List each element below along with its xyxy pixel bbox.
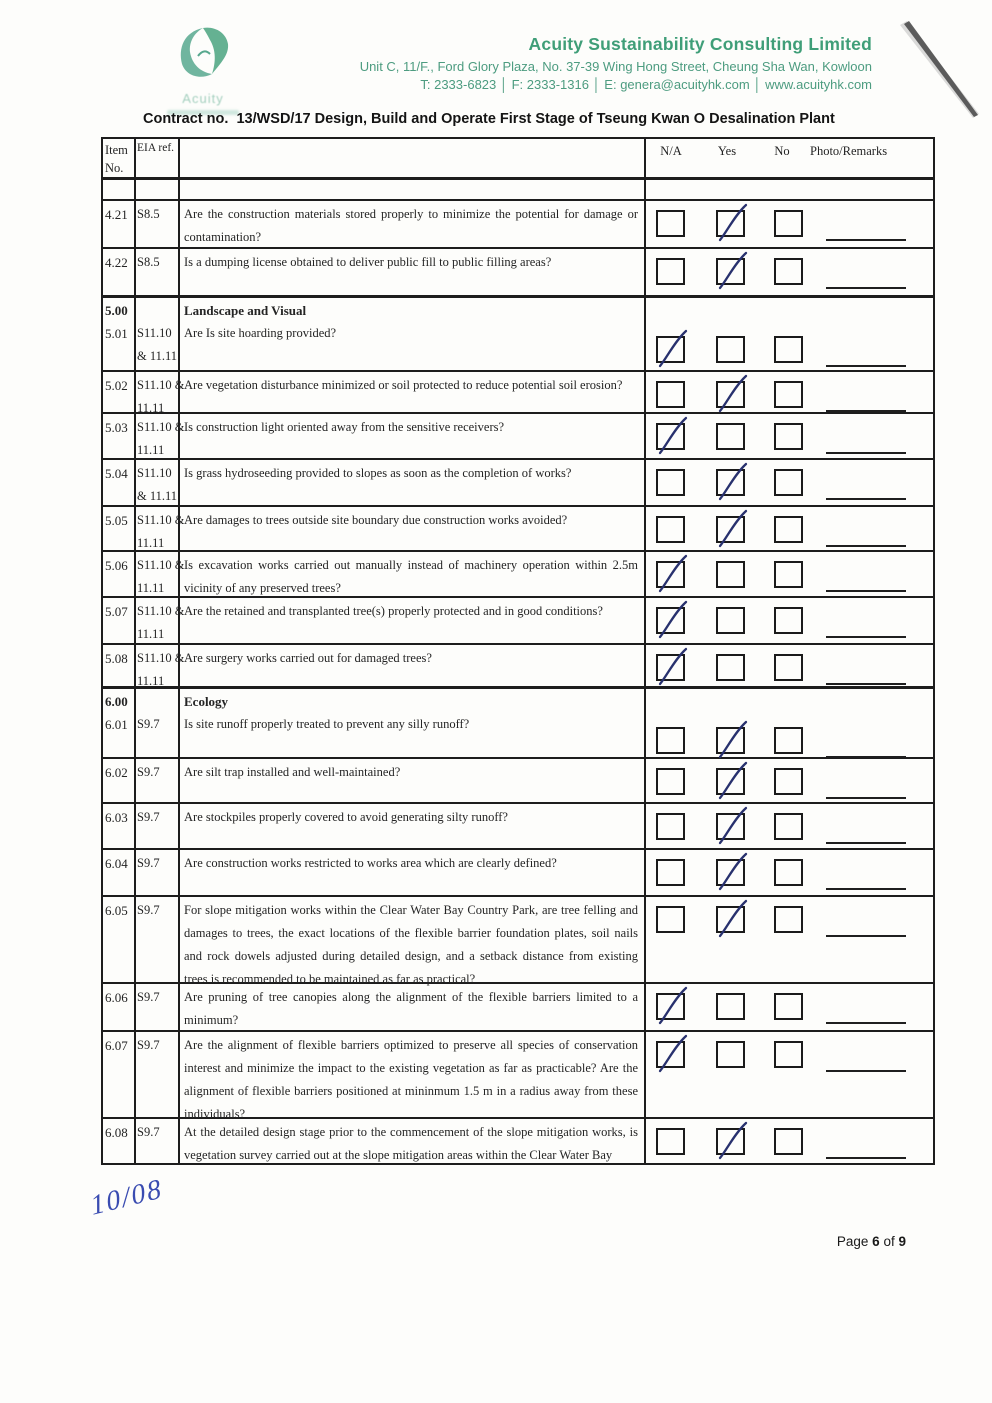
item-no-cell — [103, 414, 136, 458]
answer-cell — [646, 507, 933, 550]
item-number: 6.07 — [105, 1038, 128, 1053]
photo-remarks-line — [826, 1022, 906, 1024]
table-row — [103, 897, 933, 984]
checkbox-yes — [716, 727, 745, 754]
table-row — [103, 201, 933, 249]
table-row — [103, 850, 933, 897]
no-column-label: No — [774, 144, 790, 158]
question-text: Are damages to trees outside site boundary due construction works avoided? — [184, 513, 568, 527]
eia-ref-cell: S9.7 — [136, 689, 180, 757]
eia-ref-cell: S11.10 & 11.11 — [136, 598, 180, 643]
checkbox-no — [774, 727, 803, 754]
answer-cell — [646, 460, 933, 505]
item-number: 6.03 — [105, 810, 128, 825]
eia-ref-cell: S11.10 & 11.11 — [136, 645, 180, 686]
checkbox-yes — [716, 859, 745, 886]
checkbox-na — [656, 258, 685, 285]
question-text: Is grass hydroseeding provided to slopes as soon as the completion of works? — [184, 466, 572, 480]
question-cell — [180, 850, 646, 895]
tick-mark-icon — [713, 202, 751, 244]
question-text: Are silt trap installed and well-maintained? — [184, 765, 401, 779]
checkbox-no — [774, 469, 803, 496]
item-no-cell — [103, 897, 136, 982]
checkbox-na — [656, 906, 685, 933]
question-text: Is construction light oriented away from the sensitive receivers? — [184, 420, 505, 434]
item-no-cell — [103, 201, 136, 247]
company-logo — [148, 22, 258, 115]
answer-cell — [646, 759, 933, 802]
tick-mark-icon — [653, 553, 691, 595]
photo-remarks-line — [826, 756, 906, 758]
checkbox-no — [774, 906, 803, 933]
photo-remarks-line — [826, 683, 906, 685]
checkbox-na — [656, 1128, 685, 1155]
checkbox-no — [774, 859, 803, 886]
item-number: 6.06 — [105, 990, 128, 1005]
photo-remarks-line — [826, 410, 906, 412]
item-no-cell — [103, 645, 136, 686]
photo-remarks-line — [826, 498, 906, 500]
item-no-cell — [103, 1032, 136, 1117]
item-no-cell — [103, 249, 136, 295]
question-text: Are surgery works carried out for damaged trees? — [184, 651, 432, 665]
checkbox-yes — [716, 906, 745, 933]
table-row — [103, 759, 933, 804]
scan-corner-artifact-line — [880, 0, 992, 130]
eia-ref-cell: S11.10 & 11.11 — [136, 414, 180, 458]
eia-ref-cell: S9.7 — [136, 1032, 180, 1117]
eia-ref-cell: S9.7 — [136, 804, 180, 848]
question-text: Are Is site hoarding provided? — [184, 326, 337, 340]
table-row — [103, 689, 933, 759]
item-number: 5.08 — [105, 651, 128, 666]
item-number: 4.21 — [105, 207, 128, 222]
table-row — [103, 1032, 933, 1119]
tick-mark-icon — [713, 373, 751, 415]
checkbox-na — [656, 727, 685, 754]
item-no-cell — [103, 804, 136, 848]
table-row — [103, 804, 933, 850]
answer-cell — [646, 645, 933, 686]
question-text: Are pruning of tree canopies along the alignment of the flexible barriers limited to a minimum? — [184, 990, 638, 1027]
photo-remarks-line — [826, 888, 906, 890]
eia-ref-cell: S11.10 & 11.11 — [136, 552, 180, 596]
checkbox-no — [774, 768, 803, 795]
checkbox-no — [774, 381, 803, 408]
question-text: Is excavation works carried out manually instead of machinery operation within 2.5m vicinity of any preserved trees? — [184, 558, 638, 595]
photo-remarks-line — [826, 590, 906, 592]
checkbox-na — [656, 993, 685, 1020]
checkbox-no — [774, 561, 803, 588]
company-name: Acuity Sustainability Consulting Limited — [528, 34, 872, 54]
question-text: Are construction works restricted to works area which are clearly defined? — [184, 856, 557, 870]
answer-cell — [646, 850, 933, 895]
handwritten-date: 10/08 — [88, 1173, 166, 1222]
eia-ref-header: EIA ref. — [136, 139, 180, 177]
table-row — [103, 372, 933, 414]
item-no-cell — [103, 984, 136, 1030]
eia-ref-cell: S9.7 — [136, 850, 180, 895]
eia-ref-cell: S11.10 & 11.11 — [136, 507, 180, 550]
tick-mark-icon — [713, 851, 751, 893]
tick-mark-icon — [713, 1120, 751, 1162]
table-row — [103, 507, 933, 552]
question-text: Is a dumping license obtained to deliver public fill to public filling areas? — [184, 255, 552, 269]
checkbox-no — [774, 210, 803, 237]
checkbox-yes — [716, 423, 745, 450]
tick-mark-icon — [713, 898, 751, 940]
question-text: Are the construction materials stored properly to minimize the potential for damage or contamination? — [184, 207, 638, 244]
checkbox-yes — [716, 516, 745, 543]
checkbox-no — [774, 813, 803, 840]
question-cell — [180, 372, 646, 412]
photo-remarks-line — [826, 287, 906, 289]
tick-mark-icon — [653, 415, 691, 457]
answer-cell — [646, 201, 933, 247]
table-row — [103, 414, 933, 460]
checkbox-yes — [716, 654, 745, 681]
table-header-row — [103, 139, 933, 180]
question-cell — [180, 552, 646, 596]
tick-mark-icon — [713, 805, 751, 847]
question-cell — [180, 804, 646, 848]
photo-remarks-line — [826, 1157, 906, 1159]
question-cell — [180, 507, 646, 550]
tick-mark-icon — [653, 328, 691, 370]
question-cell — [180, 1119, 646, 1163]
question-cell — [180, 645, 646, 686]
tick-mark-icon — [713, 461, 751, 503]
eia-ref-cell: S11.10 & 11.11 — [136, 372, 180, 412]
company-contact: T: 2333-6823 │ F: 2333-1316 │ E: genera@acuityhk.com │ www.acuityhk.com — [420, 77, 872, 92]
question-text: Are the retained and transplanted tree(s) properly protected and in good conditions? — [184, 604, 603, 618]
item-number: 5.03 — [105, 420, 128, 435]
question-text: Is site runoff properly treated to prevent any silly runoff? — [184, 717, 470, 731]
question-text: Are the alignment of flexible barriers optimized to preserve all species of conservation interest and minimize the impact to the existing vegetation as far as practicable? Are the alignment of flexible barriers positioned at mininmum 1.5 m in a radius away from these individuals? — [184, 1038, 638, 1121]
photo-remarks-line — [826, 365, 906, 367]
answer-cell — [646, 984, 933, 1030]
photo-remarks-line — [826, 636, 906, 638]
checkbox-no — [774, 258, 803, 285]
question-cell — [180, 414, 646, 458]
eia-ref-cell: S9.7 — [136, 984, 180, 1030]
question-text: Are stockpiles properly covered to avoid generating silty runoff? — [184, 810, 508, 824]
question-cell — [180, 249, 646, 295]
checkbox-na — [656, 516, 685, 543]
checkbox-yes — [716, 381, 745, 408]
eia-ref-cell: S9.7 — [136, 1119, 180, 1163]
item-number: 5.06 — [105, 558, 128, 573]
checkbox-yes — [716, 561, 745, 588]
item-number: 5.07 — [105, 604, 128, 619]
checkbox-na — [656, 654, 685, 681]
question-text: For slope mitigation works within the Clear Water Bay Country Park, are tree felling and damages to trees, the exact locations of the flexible barrier foundation plates, soil nails and rock dowels adjusted during detailed design, and a setback distance from existing trees is recommended to be maintained as far as practical? — [184, 903, 638, 986]
letterhead — [360, 34, 872, 92]
checkbox-yes — [716, 1128, 745, 1155]
table-row — [103, 552, 933, 598]
item-no-cell — [103, 298, 136, 370]
table-row — [103, 460, 933, 507]
answer-cell — [646, 897, 933, 982]
answer-cell — [646, 1032, 933, 1117]
checkbox-na — [656, 336, 685, 363]
eia-ref-cell: S8.5 — [136, 201, 180, 247]
item-no-cell — [103, 552, 136, 596]
item-no-cell — [103, 1119, 136, 1163]
section-title: Ecology — [184, 694, 229, 709]
item-number: 5.04 — [105, 466, 128, 481]
question-header — [180, 139, 646, 177]
item-no-cell — [103, 598, 136, 643]
eia-ref-cell: S8.5 — [136, 249, 180, 295]
answer-cell — [646, 1119, 933, 1163]
item-no-cell — [103, 372, 136, 412]
checkbox-yes — [716, 813, 745, 840]
table-row — [103, 1119, 933, 1163]
photo-remarks-column-label: Photo/Remarks — [810, 144, 888, 158]
photo-remarks-line — [826, 239, 906, 241]
eia-ref-cell: S11.10 & 11.11 — [136, 460, 180, 505]
answer-cell — [646, 689, 933, 757]
answer-cell — [646, 804, 933, 848]
checkbox-no — [774, 654, 803, 681]
item-number: 5.02 — [105, 378, 128, 393]
checkbox-yes — [716, 258, 745, 285]
answer-header — [646, 139, 933, 177]
checkbox-no — [774, 423, 803, 450]
question-cell — [180, 598, 646, 643]
yes-column-label: Yes — [717, 144, 737, 158]
checkbox-na — [656, 1041, 685, 1068]
checkbox-no — [774, 1041, 803, 1068]
answer-cell — [646, 372, 933, 412]
company-address: Unit C, 11/F., Ford Glory Plaza, No. 37-39 Wing Hong Street, Cheung Sha Wan, Kowloon — [359, 59, 872, 74]
page-number: Page 6 of 9 — [836, 1234, 906, 1249]
question-text: Are vegetation disturbance minimized or soil protected to reduce potential soil erosion? — [184, 378, 623, 392]
table-row — [103, 598, 933, 645]
eia-ref-cell: S9.7 — [136, 897, 180, 982]
answer-cell — [646, 552, 933, 596]
checkbox-yes — [716, 607, 745, 634]
photo-remarks-line — [826, 797, 906, 799]
table-row — [103, 984, 933, 1032]
checkbox-na — [656, 813, 685, 840]
question-cell — [180, 984, 646, 1030]
eia-ref-cell: S9.7 — [136, 759, 180, 802]
tick-mark-icon — [653, 599, 691, 641]
section-number: 5.00 — [105, 303, 128, 318]
checkbox-yes — [716, 336, 745, 363]
photo-remarks-line — [826, 1070, 906, 1072]
item-number: 6.08 — [105, 1125, 128, 1140]
item-number: 5.05 — [105, 513, 128, 528]
checklist-table — [101, 137, 935, 1165]
item-number: 4.22 — [105, 255, 128, 270]
leaf-logo-icon — [170, 22, 236, 84]
checkbox-na — [656, 381, 685, 408]
item-no-cell — [103, 507, 136, 550]
question-cell — [180, 460, 646, 505]
item-number: 6.01 — [105, 717, 128, 732]
checkbox-na — [656, 561, 685, 588]
item-number: 5.01 — [105, 326, 128, 341]
section-number: 6.00 — [105, 694, 128, 709]
checkbox-na — [656, 210, 685, 237]
document-title: Contract no. 13/WSD/17 Design, Build and Operate First Stage of Tseung Kwan O Desalination Plant — [143, 111, 835, 127]
table-row — [103, 249, 933, 298]
table-row — [103, 645, 933, 689]
question-cell — [180, 689, 646, 757]
checkbox-na — [656, 768, 685, 795]
photo-remarks-line — [826, 452, 906, 454]
tick-mark-icon — [653, 646, 691, 688]
question-cell — [180, 298, 646, 370]
photo-remarks-line — [826, 545, 906, 547]
question-cell — [180, 201, 646, 247]
checkbox-na — [656, 859, 685, 886]
tick-mark-icon — [653, 985, 691, 1027]
answer-cell — [646, 598, 933, 643]
item-no-cell — [103, 460, 136, 505]
question-cell — [180, 897, 646, 986]
checkbox-na — [656, 469, 685, 496]
checkbox-no — [774, 993, 803, 1020]
checkbox-yes — [716, 993, 745, 1020]
checkbox-yes — [716, 1041, 745, 1068]
checkbox-yes — [716, 768, 745, 795]
item-number: 6.02 — [105, 765, 128, 780]
question-text: At the detailed design stage prior to the commencement of the slope mitigation works, is vegetation survey carried out at the slope mitigation areas within the Clear Water Bay — [184, 1125, 638, 1162]
tick-mark-icon — [713, 719, 751, 761]
checkbox-no — [774, 1128, 803, 1155]
answer-cell — [646, 414, 933, 458]
tick-mark-icon — [653, 1033, 691, 1075]
checkbox-na — [656, 423, 685, 450]
tick-mark-icon — [713, 760, 751, 802]
checkbox-no — [774, 607, 803, 634]
item-number: 6.04 — [105, 856, 128, 871]
checkbox-na — [656, 607, 685, 634]
question-cell — [180, 759, 646, 802]
item-no-header: Item No. — [103, 139, 136, 177]
separator-row — [103, 180, 933, 201]
question-cell — [180, 1032, 646, 1121]
answer-cell — [646, 298, 933, 370]
photo-remarks-line — [826, 935, 906, 937]
item-no-cell — [103, 689, 136, 757]
answer-cell — [646, 249, 933, 295]
eia-ref-cell: S11.10 & 11.11 — [136, 298, 180, 370]
item-no-cell — [103, 850, 136, 895]
checkbox-no — [774, 516, 803, 543]
item-no-cell — [103, 759, 136, 802]
checkbox-no — [774, 336, 803, 363]
na-column-label: N/A — [660, 144, 682, 158]
tick-mark-icon — [713, 250, 751, 292]
checkbox-yes — [716, 210, 745, 237]
tick-mark-icon — [713, 508, 751, 550]
table-row — [103, 298, 933, 372]
logo-wordmark: Acuity — [182, 91, 224, 106]
item-number: 6.05 — [105, 903, 128, 918]
section-title: Landscape and Visual — [184, 303, 307, 318]
photo-remarks-line — [826, 842, 906, 844]
checkbox-yes — [716, 469, 745, 496]
